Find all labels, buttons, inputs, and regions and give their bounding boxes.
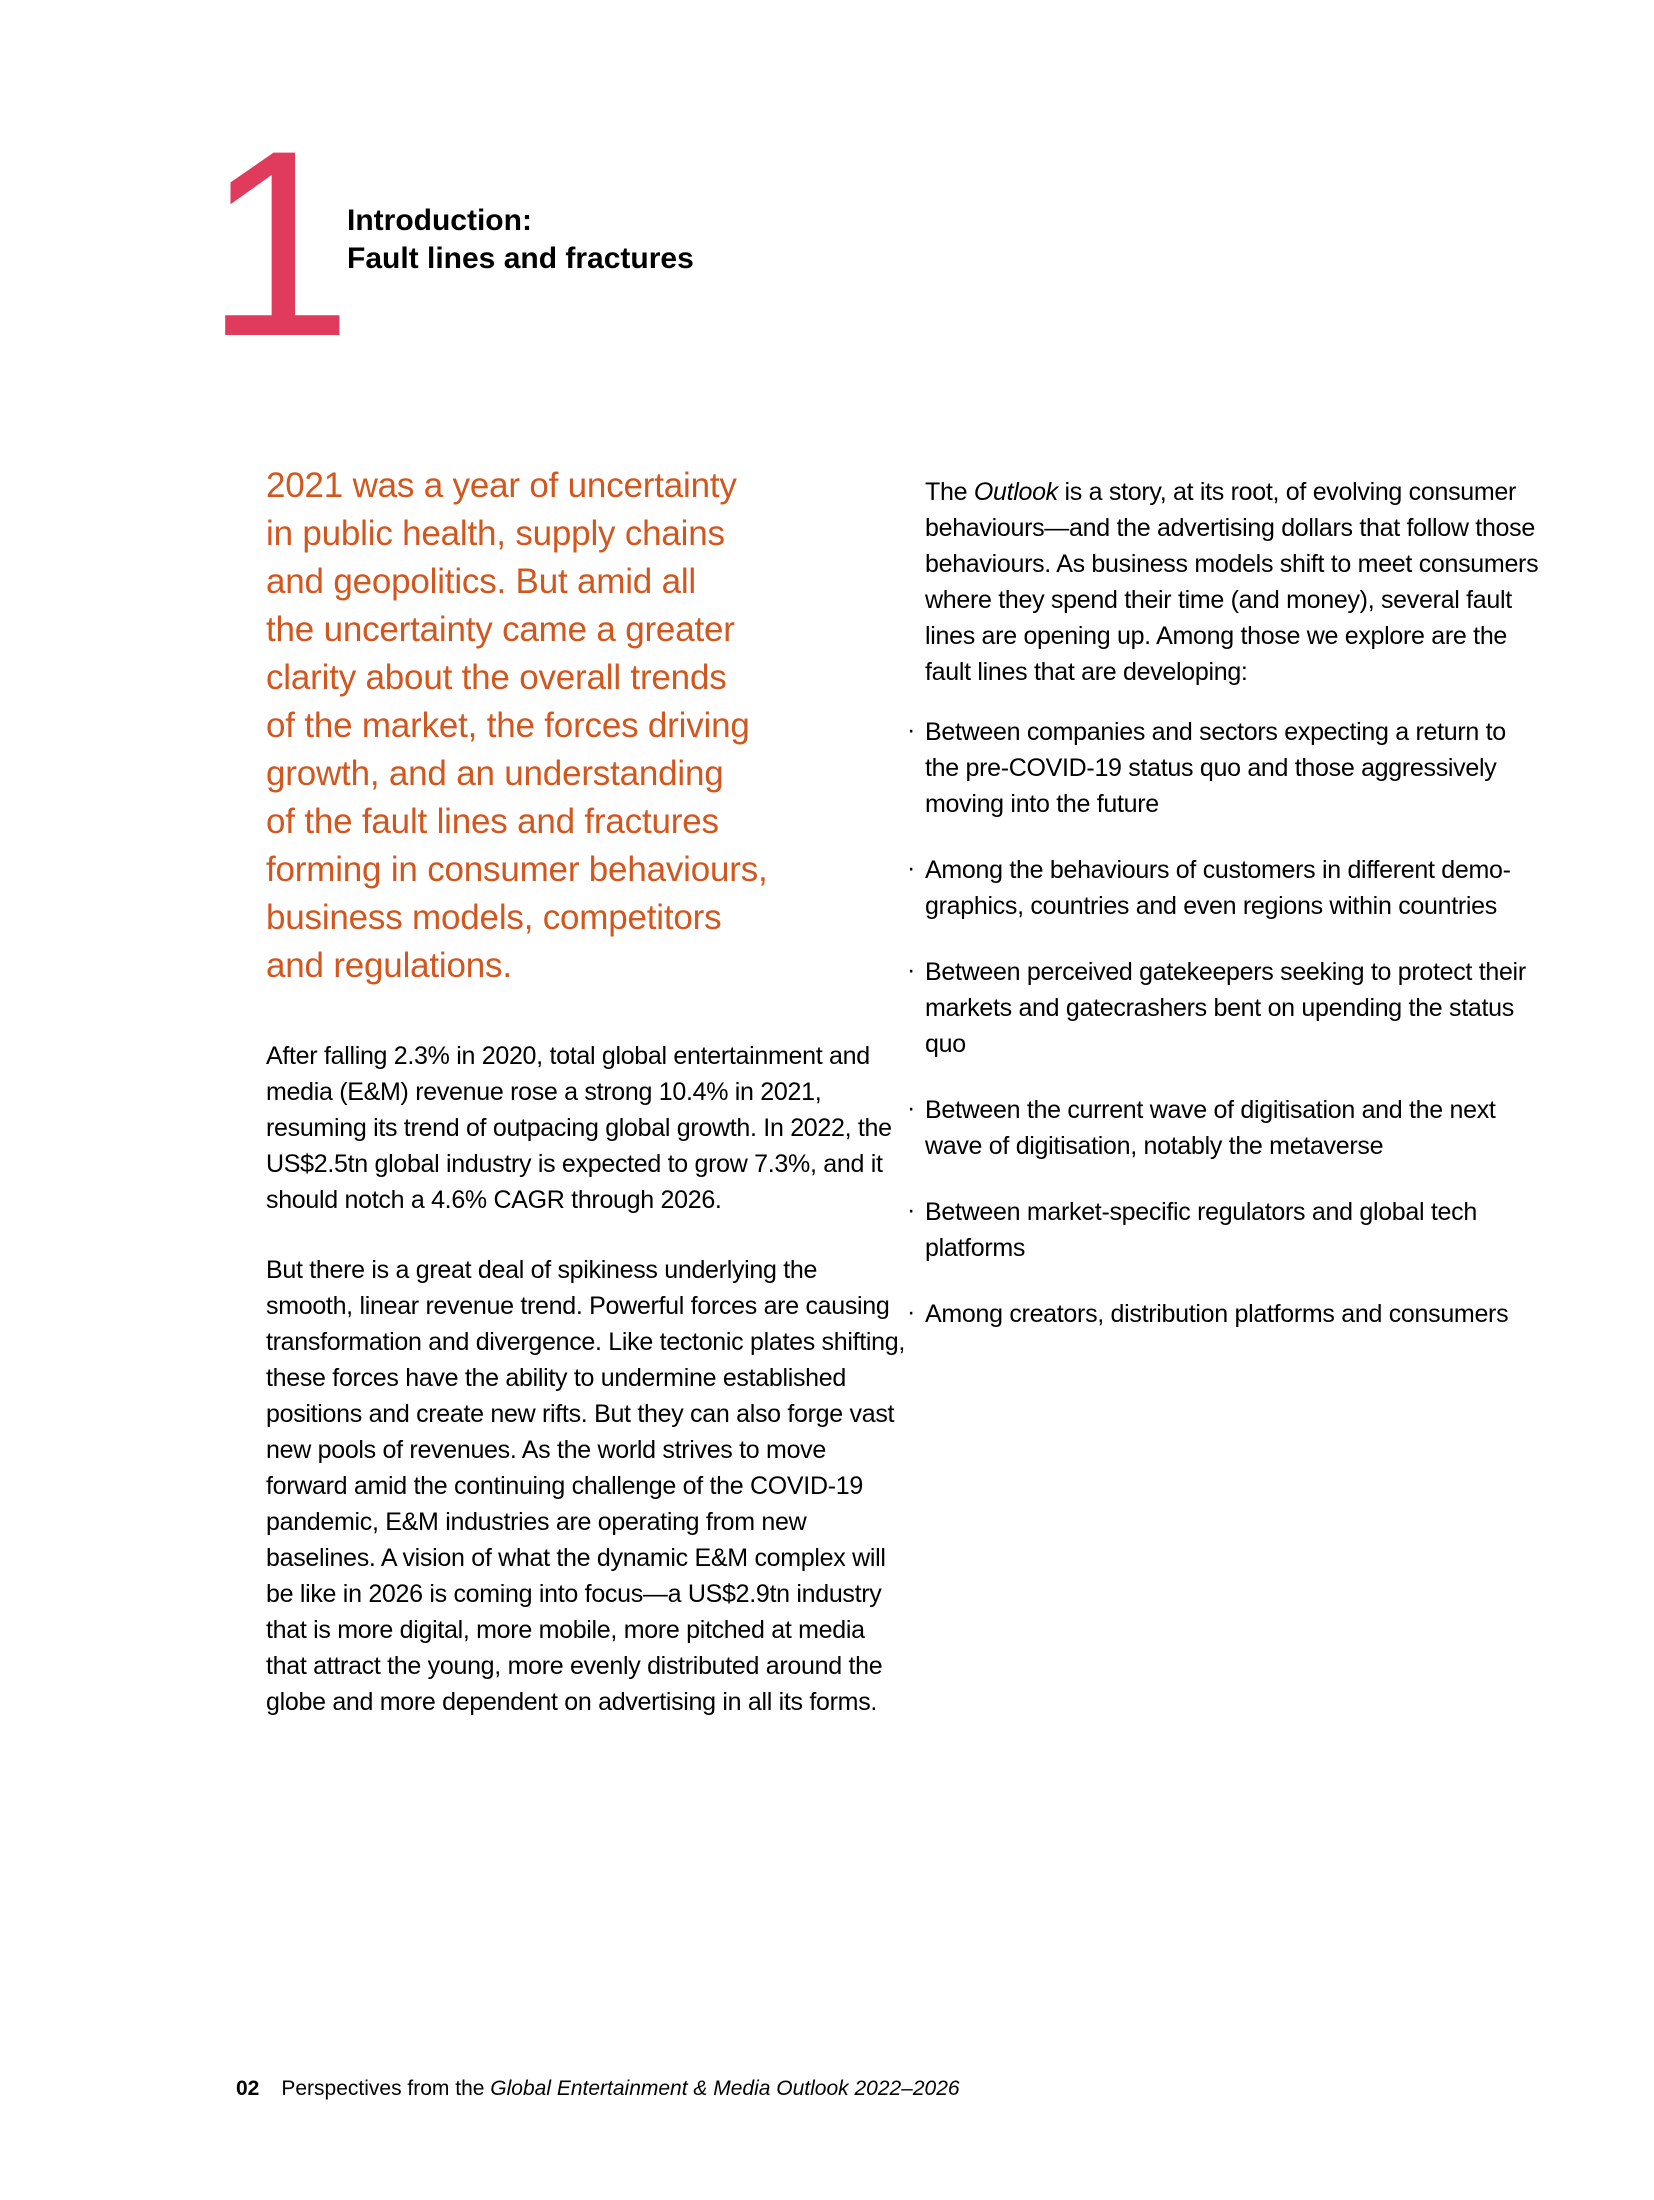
chapter-number: 1 — [205, 96, 353, 392]
outlook-title-italic: Outlook — [973, 478, 1058, 506]
right-column — [907, 474, 1545, 1362]
bullet-icon: · — [907, 716, 916, 744]
bullet-item — [907, 1296, 1545, 1332]
bullet-item — [907, 1194, 1545, 1266]
left-column — [266, 1038, 908, 1754]
headline-line: in public health, supply chains — [266, 514, 725, 553]
footer-text-pre: Perspectives from the — [281, 2077, 491, 2100]
headline-line: growth, and an understanding — [266, 754, 724, 793]
bullet-text: Between the current wave of digitisation and the next wave of digitisation, notably the metaverse — [925, 1096, 1496, 1160]
intro-text-pre: The — [925, 478, 974, 506]
headline-line: 2021 was a year of uncertainty — [266, 466, 737, 505]
bullet-item — [907, 954, 1545, 1062]
bullet-text: Between market-specific regulators and global tech platforms — [925, 1198, 1477, 1262]
bullet-icon: · — [907, 1298, 916, 1326]
bullet-item — [907, 852, 1545, 924]
bullet-text: Among the behaviours of customers in different demographics, countries and even regions within countries — [925, 856, 1511, 920]
headline-line: and regulations. — [266, 946, 512, 985]
bullet-text: Between companies and sectors expecting a return to the pre-COVID-19 status quo and those aggressively moving into the future — [925, 718, 1506, 818]
headline-line: the uncertainty came a greater — [266, 610, 735, 649]
headline-line: of the fault lines and fractures — [266, 802, 719, 841]
chapter-title-line2: Fault lines and fractures — [347, 242, 694, 275]
page-number: 02 — [236, 2077, 260, 2100]
outlook-intro-paragraph — [925, 474, 1545, 690]
bullet-item — [907, 714, 1545, 822]
footer-title — [281, 2076, 959, 2102]
bullet-text: Between perceived gatekeepers seeking to protect their markets and gatecrashers bent on upending the status quo — [925, 958, 1526, 1058]
bullet-text: Among creators, distribution platforms and consumers — [925, 1300, 1509, 1328]
headline-line: of the market, the forces driving — [266, 706, 750, 745]
body-paragraph-1: After falling 2.3% in 2020, total global entertainment and media (E&M) revenue rose a strong 10.4% in 2021, resuming its trend of outpacing global growth. In 2022, the US$2.5tn global industry is expected to grow 7.3%, and it should notch a 4.6% CAGR through 2026. — [266, 1042, 892, 1214]
bullet-icon: · — [907, 956, 916, 984]
chapter-title — [347, 202, 694, 278]
bullet-icon: · — [907, 854, 916, 882]
chapter-title-line1: Introduction: — [347, 204, 532, 237]
headline-line: forming in consumer behaviours, — [266, 850, 768, 889]
body-paragraph-2: But there is a great deal of spikiness underlying the smooth, linear revenue trend. Powerful forces are causing transformation and divergence. Like tectonic plates shifting, these forces have the ability to undermine established positions and create new rifts. But they can also forge vast new pools of revenues. As the world strives to move forward amid the continuing challenge of the COVID-19 pandemic, E&M industries are operating from new baselines. A vision of what the dynamic E&M complex will be like in 2026 is coming into focus—a US$2.9tn industry that is more digital, more mobile, more pitched at media that attract the young, more evenly distributed around the globe and more dependent on advertising in all its forms. — [266, 1256, 906, 1716]
bullet-item — [907, 1092, 1545, 1164]
headline-line: and geopolitics. But amid all — [266, 562, 697, 601]
headline-line: business models, competitors — [266, 898, 722, 937]
intro-text-post: is a story, at its root, of evolving consumer behaviours—and the advertising dollars that follow those behaviours. As business models shift to meet consumers where they spend their time (and money), several fault lines are opening up. Among those we explore are the fault lines that are developing: — [925, 478, 1539, 686]
page-footer — [236, 2076, 960, 2102]
headline-line: clarity about the overall trends — [266, 658, 727, 697]
bullet-icon: · — [907, 1196, 916, 1224]
bullet-icon: · — [907, 1094, 916, 1122]
footer-report-name: Global Entertainment & Media Outlook 2022–2026 — [490, 2077, 960, 2100]
lead-headline — [266, 462, 926, 990]
